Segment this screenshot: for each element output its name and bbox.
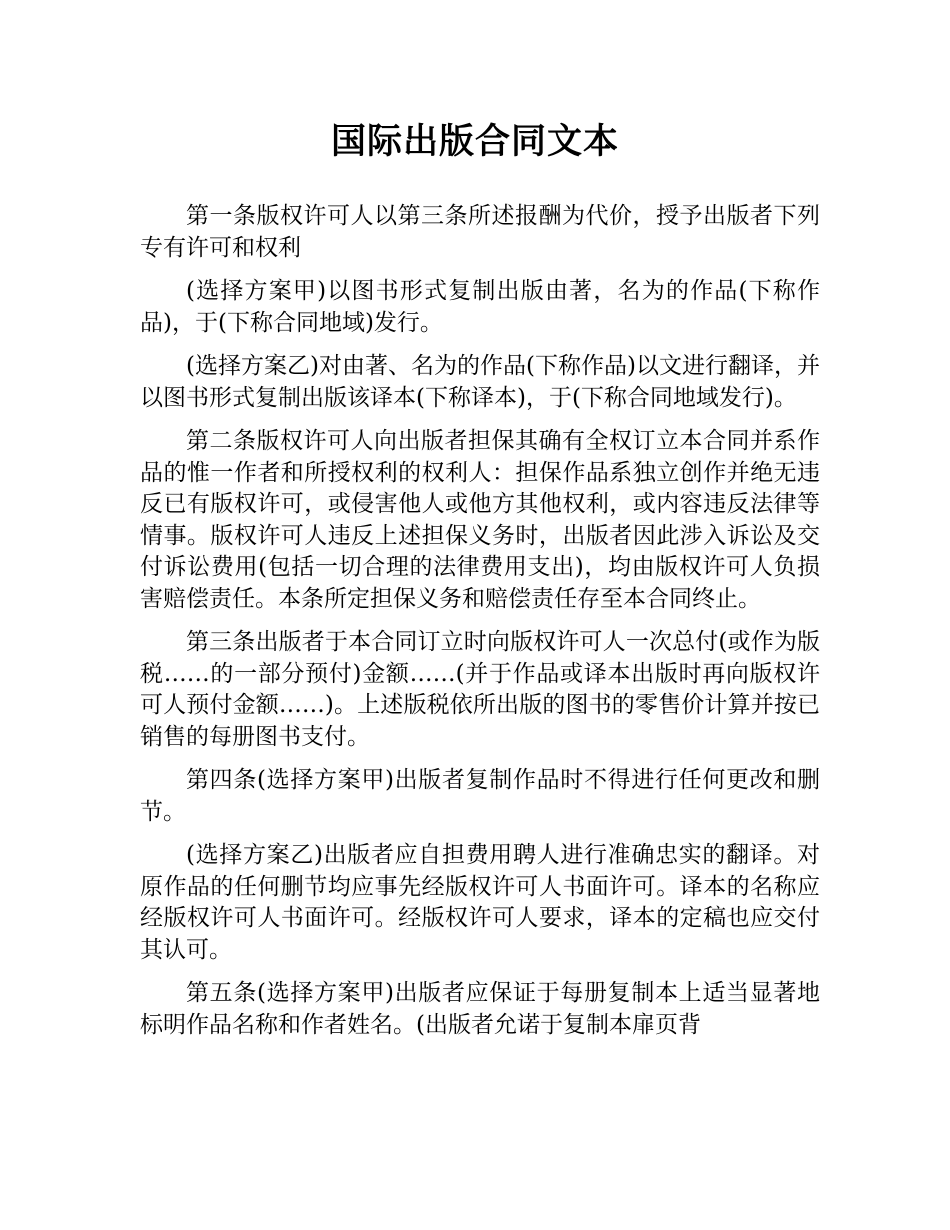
paragraph-article-2: 第二条版权许可人向出版者担保其确有全权订立本合同并系作品的惟一作者和所授权利的权利人：担保作品系独立创作并绝无违反已有版权许可，或侵害他人或他方其他权利，或内容违反法律等情事。版权许可人违反上述担保义务时，出版者因此涉入诉讼及交付诉讼费用(包括一切合理的法律费用支出)，均由版权许可人负损害赔偿责任。本条所定担保义务和赔偿责任存至本合同终止。 [140,428,820,612]
paragraph-option-a-1: (选择方案甲)以图书形式复制出版由著，名为的作品(下称作品)，于(下称合同地域)发行。 [140,278,820,336]
paragraph-option-b-1: (选择方案乙)对由著、名为的作品(下称作品)以文进行翻译，并以图书形式复制出版该译本(下称译本)，于(下称合同地域发行)。 [140,353,820,411]
paragraph-article-4-option-b: (选择方案乙)出版者应自担费用聘人进行准确忠实的翻译。对原作品的任何删节均应事先经版权许可人书面许可。译本的名称应经版权许可人书面许可。经版权许可人要求，译本的定稿也应交付其认可。 [140,842,820,963]
document-title: 国际出版合同文本 [330,122,619,162]
paragraph-article-1: 第一条版权许可人以第三条所述报酬为代价，授予出版者下列专有许可和权利 [140,203,820,261]
paragraph-article-5-option-a: 第五条(选择方案甲)出版者应保证于每册复制本上适当显著地标明作品名称和作者姓名。(出版者允诺于复制本扉页背 [140,980,820,1038]
paragraph-article-4-option-a: 第四条(选择方案甲)出版者复制作品时不得进行任何更改和删节。 [140,767,820,825]
paragraph-article-3: 第三条出版者于本合同订立时向版权许可人一次总付(或作为版税……的一部分预付)金额……(并于作品或译本出版时再向版权许可人预付金额……)。上述版税依所出版的图书的零售价计算并按已销售的每册图书支付。 [140,629,820,750]
document-body [140,201,820,1053]
